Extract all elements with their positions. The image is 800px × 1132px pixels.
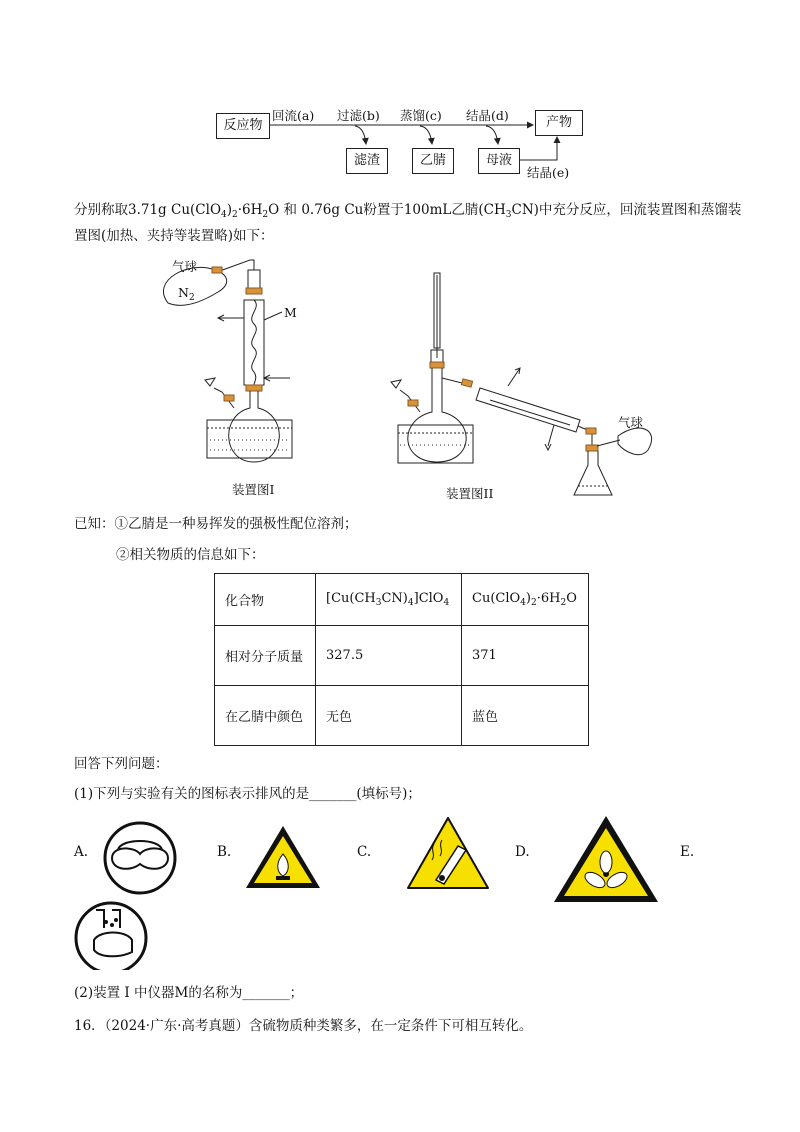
safety-icons: [0, 810, 800, 970]
formula-part: ·6H: [536, 591, 561, 606]
formula-sub: 2: [530, 598, 537, 608]
flow-step-c: 蒸馏(c): [400, 108, 442, 123]
m-label: M: [284, 305, 297, 320]
table-header-compound: 化合物: [215, 574, 316, 626]
table-cell-color-1: 无色: [316, 686, 462, 746]
option-c-label: C.: [357, 844, 372, 860]
formula-sub: 2: [560, 598, 567, 608]
table-cell-mass-1: 327.5: [316, 626, 462, 686]
intro-sub: 4: [221, 210, 227, 220]
option-a-label: A.: [74, 844, 89, 860]
intro-line-1: [74, 200, 741, 225]
question-16: 16．（2024·广东·高考真题）含硫物质种类繁多，在一定条件下可相互转化。: [74, 1018, 533, 1034]
option-e-label: E.: [680, 844, 695, 860]
known-line-2: ②相关物质的信息如下：: [116, 547, 265, 563]
table-row-label-color: 在乙腈中颜色: [215, 686, 316, 746]
flow-arrows: [0, 0, 800, 200]
heating-flame-icon: [246, 826, 320, 888]
intro-text: 粉置于: [363, 202, 404, 218]
balloon-label-1: 气球: [172, 259, 198, 274]
flow-box-start: 反应物: [216, 113, 270, 139]
table-header-compound-1: [316, 574, 462, 626]
known-line-1: 已知：①乙腈是一种易挥发的强极性配位溶剂；: [74, 516, 358, 532]
flow-box-residue: 滤渣: [346, 148, 388, 174]
question-2: (2)装置 I 中仪器M的名称为_______；: [74, 985, 304, 1001]
intro-sub: 3: [505, 210, 512, 220]
intro-compound-1: Cu(ClO: [171, 202, 222, 218]
flow-box-mother-liquor: 母液: [478, 148, 520, 174]
formula-sub: 4: [407, 598, 414, 608]
formula-sub: 4: [520, 598, 526, 608]
intro-mass-2: 0.76g Cu: [301, 202, 364, 218]
formula-sub: 4: [443, 598, 450, 608]
formula-part: ): [525, 591, 531, 606]
intro-text: CN)中充分反应，回流装置图和蒸馏装: [511, 202, 742, 218]
flow-box-end: 产物: [535, 110, 583, 136]
goggles-icon: [105, 823, 175, 893]
intro-sub: 2: [232, 210, 238, 220]
intro-mass-1: 3.71g: [128, 202, 167, 218]
table-cell-color-2: 蓝色: [462, 686, 589, 746]
intro-o: O: [268, 202, 280, 218]
formula-part: O: [566, 591, 577, 606]
intro-text: 分别称取: [74, 202, 128, 218]
formula-part: CN): [381, 591, 408, 606]
intro-volume: 100mL: [403, 202, 452, 218]
table-header-compound-2: [462, 574, 589, 626]
flow-step-b: 过滤(b): [337, 108, 380, 123]
intro-and: 和: [283, 202, 298, 218]
intro-paren: ): [226, 202, 233, 218]
flow-step-e: 结晶(e): [527, 165, 570, 180]
apparatus-drawings: [0, 240, 800, 500]
table-cell-mass-2: 371: [462, 626, 589, 686]
intro-hydrate: ·6H: [237, 202, 263, 218]
intro-sub: 2: [262, 210, 269, 220]
ventilation-fan-icon: [554, 816, 658, 902]
balloon-label-2: 气球: [618, 415, 644, 430]
flow-box-acetonitrile: 乙腈: [412, 148, 454, 174]
compound-info-table: [214, 573, 589, 746]
intro-text: 乙腈(CH: [451, 202, 506, 218]
formula-part: [Cu(CH: [326, 591, 376, 606]
formula-part: ]ClO: [413, 591, 444, 606]
n2-sub: 2: [188, 293, 195, 303]
flow-step-d: 结晶(d): [466, 108, 509, 123]
flow-step-a: 回流(a): [272, 108, 315, 123]
n2-text: N: [178, 285, 189, 300]
option-b-label: B.: [217, 844, 232, 860]
formula-sub: 3: [375, 598, 382, 608]
option-d-label: D.: [515, 844, 530, 860]
intro-line-2: 置图(加热、夹持等装置略)如下：: [74, 228, 274, 244]
wash-hands-icon: [76, 903, 146, 970]
hot-surface-icon: [408, 818, 488, 888]
question-1: (1)下列与实验有关的图标表示排风的是_______(填标号)；: [74, 786, 421, 802]
table-row-label-mass: 相对分子质量: [215, 626, 316, 686]
questions-intro: 回答下列问题：: [74, 756, 169, 772]
formula-part: Cu(ClO: [472, 591, 521, 606]
caption-apparatus-2: 装置图II: [446, 486, 494, 501]
caption-apparatus-1: 装置图I: [232, 482, 275, 497]
